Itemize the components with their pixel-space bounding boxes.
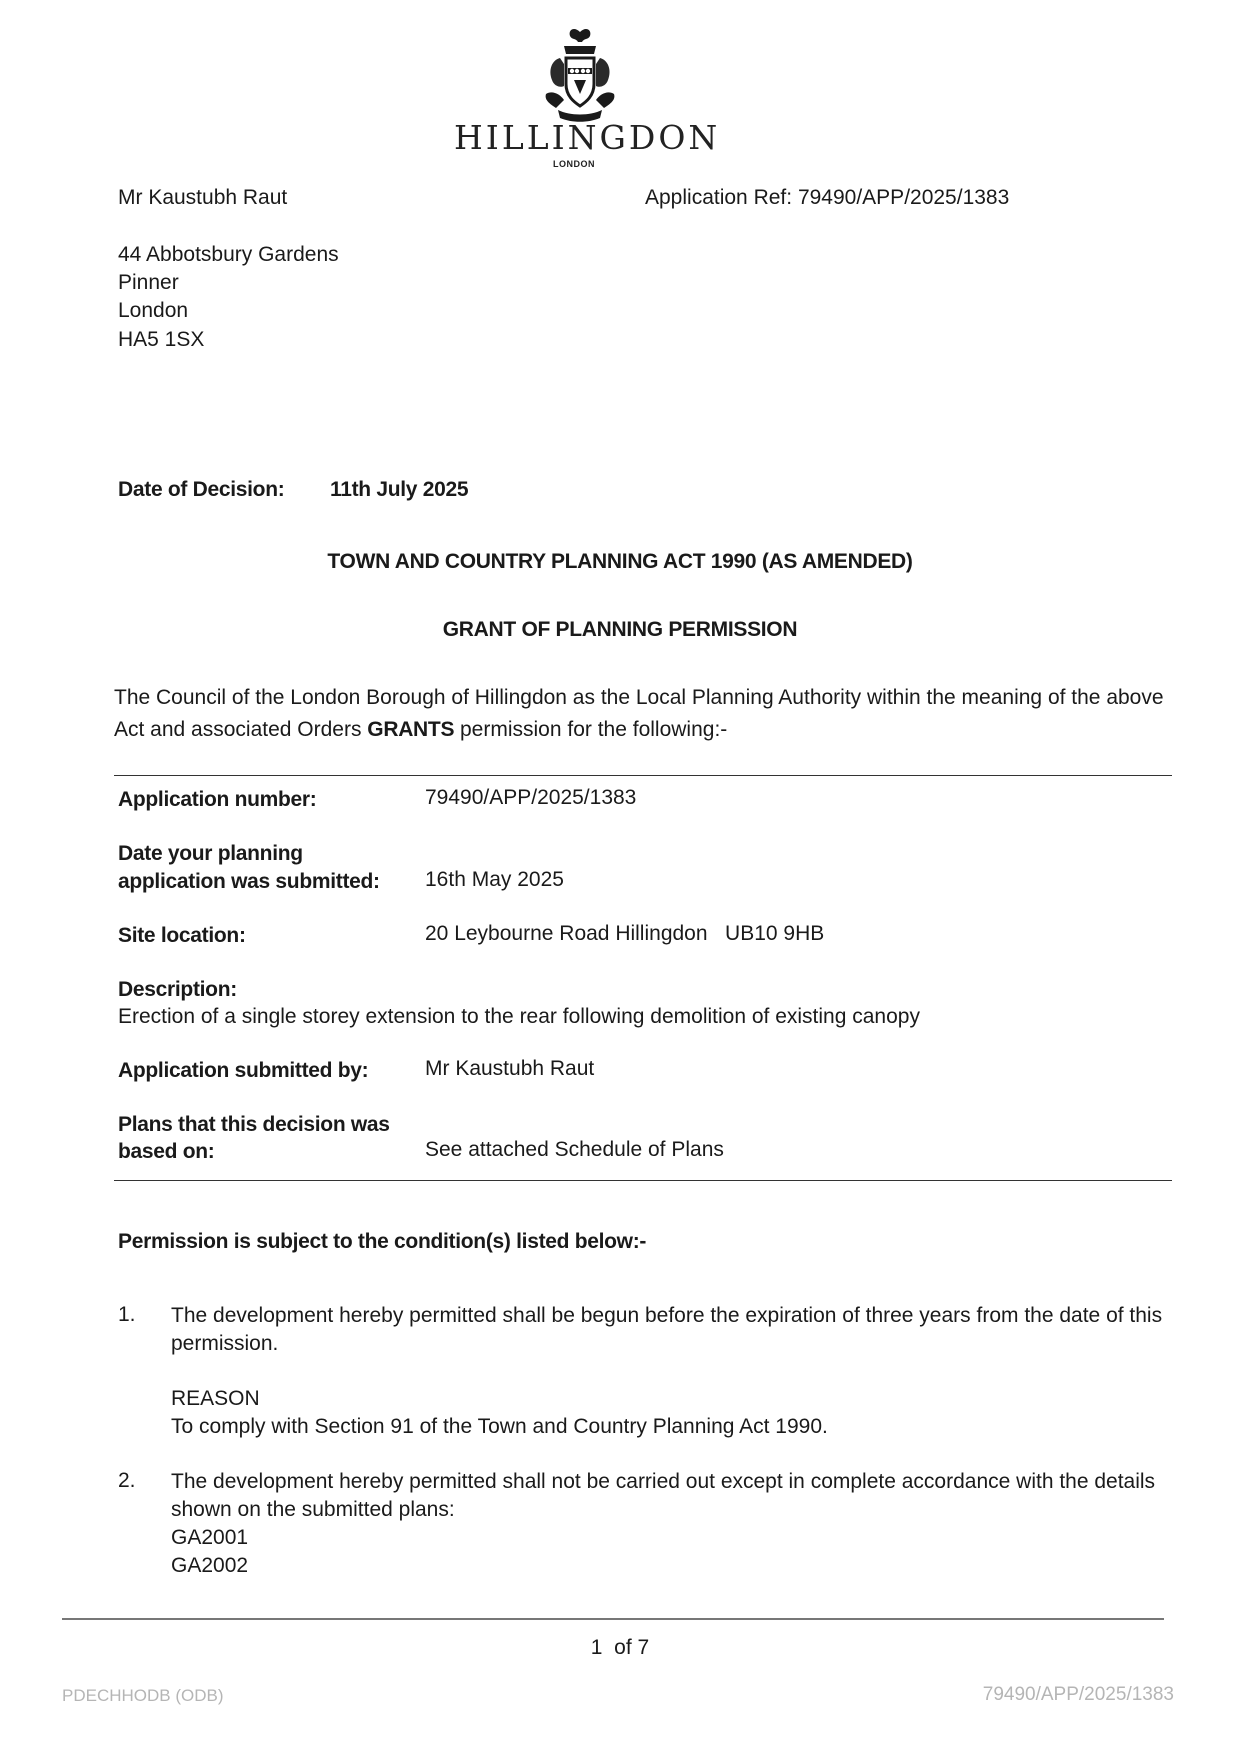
- date-submitted-label-line1: Date your planning: [118, 842, 303, 865]
- condition-1-text: The development hereby permitted shall be begun before the expiration of three years from the date of this permission.: [171, 1304, 1163, 1355]
- page-indicator: [0, 1636, 1240, 1660]
- condition-2-number: 2.: [118, 1469, 136, 1492]
- hillingdon-crest-logo: [530, 24, 630, 124]
- details-top-rule: [114, 775, 1172, 776]
- condition-1-reason: To comply with Section 91 of the Town and Country Planning Act 1990.: [171, 1415, 828, 1438]
- submitted-by-value: Mr Kaustubh Raut: [425, 1057, 595, 1080]
- address-line-3: London: [118, 299, 189, 322]
- condition-2-plan-2: GA2002: [171, 1554, 249, 1577]
- condition-2-plan-1: GA2001: [171, 1526, 249, 1549]
- intro-paragraph: [114, 682, 1174, 746]
- recipient-name: Mr Kaustubh Raut: [118, 186, 288, 209]
- application-ref: [645, 186, 1009, 210]
- plans-label-line1: Plans that this decision was: [118, 1113, 390, 1136]
- site-location-value: 20 Leybourne Road Hillingdon UB10 9HB: [425, 922, 825, 945]
- decision-date-value: 11th July 2025: [330, 478, 469, 501]
- footer-rule: [62, 1618, 1164, 1620]
- decision-date-label: Date of Decision:: [118, 478, 285, 501]
- condition-1-reason-label: REASON: [171, 1387, 260, 1410]
- plans-value: See attached Schedule of Plans: [425, 1138, 724, 1161]
- intro-text-before: The Council of the London Borough of Hillingdon as the Local Planning Authority within the meaning of the above Act and associated Orders: [114, 686, 1164, 741]
- conditions-heading: Permission is subject to the condition(s) listed below:-: [118, 1230, 647, 1253]
- description-value: Erection of a single storey extension to the rear following demolition of existing canopy: [118, 1005, 920, 1028]
- address-line-2: Pinner: [118, 271, 179, 294]
- grant-title: GRANT OF PLANNING PERMISSION: [442, 618, 798, 641]
- submitted-by-label: Application submitted by:: [118, 1059, 369, 1082]
- description-label: Description:: [118, 978, 237, 1001]
- plans-label-line2: based on:: [118, 1140, 215, 1163]
- page-number: 1: [590, 1636, 603, 1659]
- condition-1-number: 1.: [118, 1303, 136, 1326]
- page-total: of 7: [614, 1636, 650, 1659]
- application-ref-label: Application Ref:: [645, 186, 793, 209]
- date-submitted-value: 16th May 2025: [425, 868, 564, 891]
- address-line-1: 44 Abbotsbury Gardens: [118, 243, 339, 266]
- footer-ref: 79490/APP/2025/1383: [982, 1684, 1174, 1705]
- date-submitted-label-line2: application was submitted:: [118, 870, 380, 893]
- site-location-label: Site location:: [118, 924, 246, 947]
- application-number-label: Application number:: [118, 788, 317, 811]
- details-bottom-rule: [114, 1180, 1172, 1181]
- logo-subtitle: LONDON: [553, 159, 595, 169]
- application-number-value: 79490/APP/2025/1383: [425, 786, 637, 809]
- intro-text-after: permission for the following:-: [454, 718, 728, 741]
- intro-grants-bold: GRANTS: [367, 718, 455, 741]
- act-title: TOWN AND COUNTRY PLANNING ACT 1990 (AS AMENDED): [327, 550, 913, 573]
- logo-wordmark: HILLINGDON: [454, 118, 721, 157]
- address-line-4: HA5 1SX: [118, 328, 205, 351]
- footer-doc-code: PDECHHODB (ODB): [62, 1686, 224, 1705]
- condition-2-text: The development hereby permitted shall not be carried out except in complete accordance with the details shown on the submitted plans:: [171, 1470, 1156, 1521]
- application-ref-value: 79490/APP/2025/1383: [797, 186, 1010, 209]
